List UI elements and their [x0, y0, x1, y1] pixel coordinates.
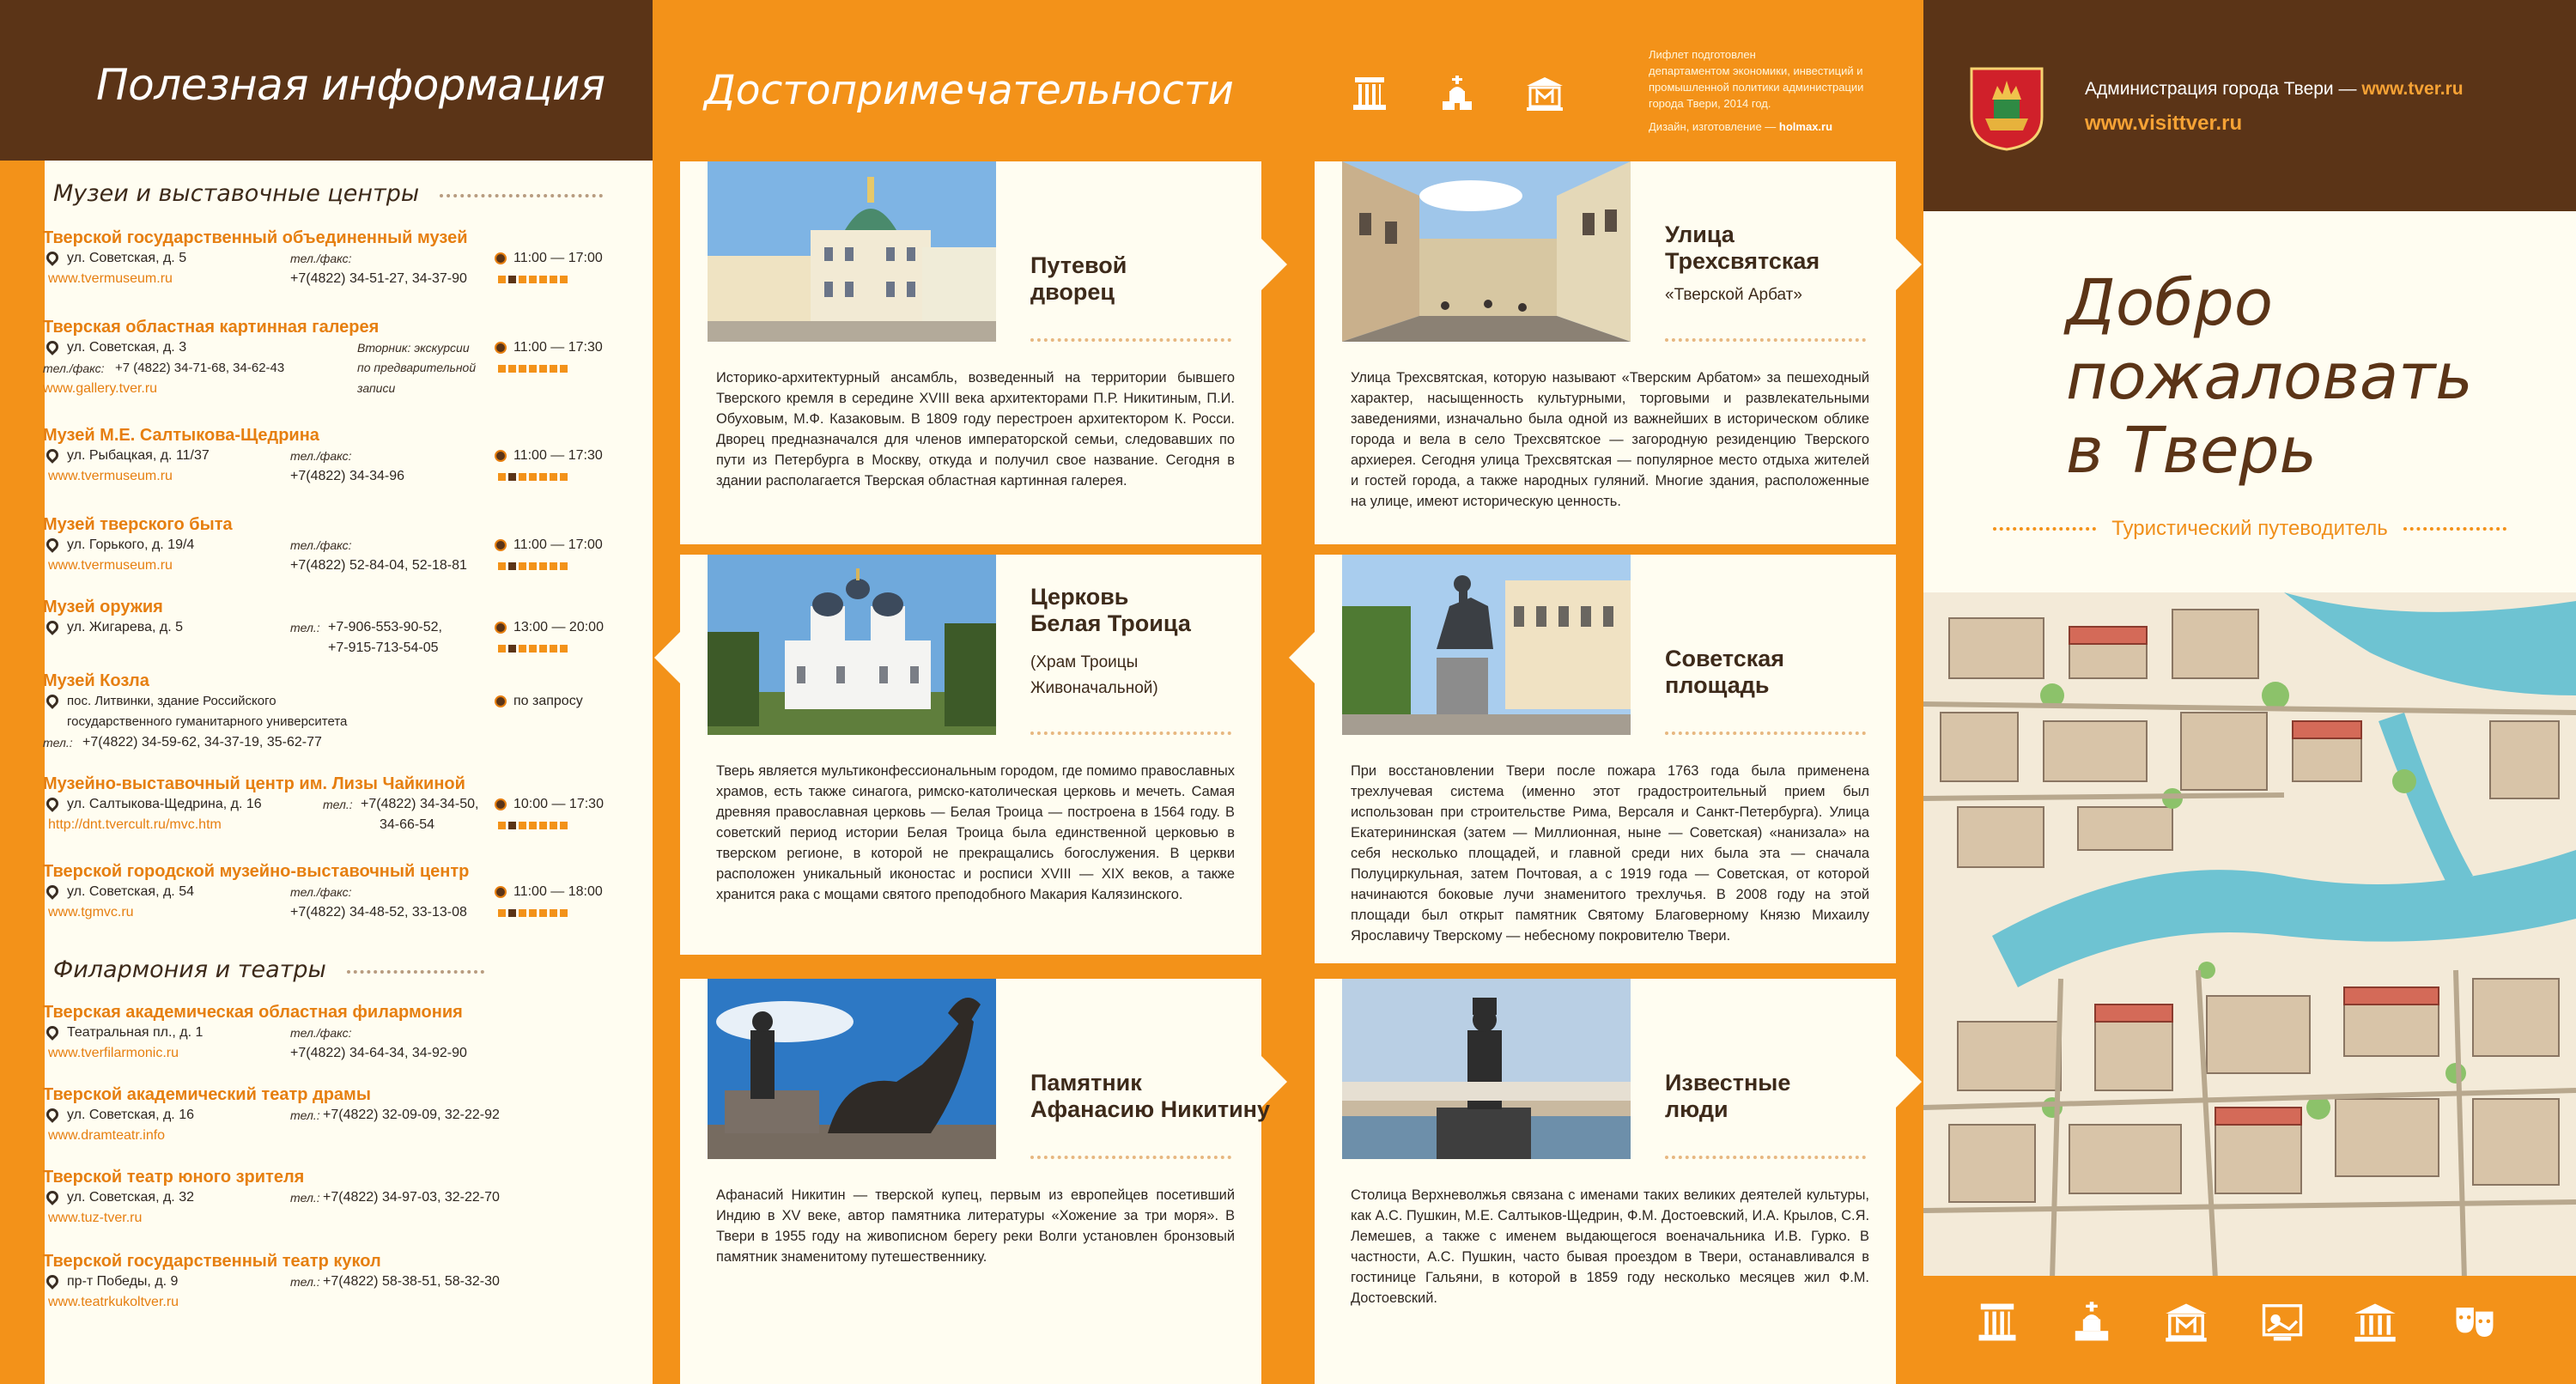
card-description: Афанасий Никитин — тверской купец, первым из европейцев посетивший Индию в XV веке, автор памятника литературы «Хожение за три моря». В Твери в 1955 году на живописном берегу реки Волги установлен бронзовый памятник знаменитому путешественнику.: [716, 1187, 1235, 1265]
weekday-square: [529, 473, 537, 481]
theatre-entry: [43, 1252, 592, 1313]
sight-card-people: [1315, 979, 1896, 1384]
tver-coat-of-arms-icon: [1968, 65, 2045, 151]
illustrated-city-map: [1923, 592, 2576, 1279]
venue-name: Тверская областная картинная галерея: [43, 318, 380, 337]
venue-address: ул. Горького, д. 19/4: [67, 537, 195, 552]
category-icons-bar: [1923, 1276, 2576, 1384]
weekday-square: [529, 909, 537, 917]
church-photo: [708, 555, 996, 735]
opening-hours: 11:00 — 17:30: [513, 340, 603, 355]
weekday-square: [529, 645, 537, 653]
nikitin-monument-photo: [708, 979, 996, 1159]
venue-name: Музей оружия: [43, 598, 163, 616]
clock-icon: [495, 622, 507, 634]
card-title: площадь: [1665, 672, 1770, 698]
card-description: Улица Трехсвятская, которую называют «Тверским Арбатом» за пешеходный характер, насыщенность культурными, торговыми и развлекательными заведениями, изначально была одной из важнейших в историческом облике города и вела в село Трехсвятское — загородную резиденцию Тверского архиерея. Сегодня улица Трехсвятская — популярное место отдыха жителей и гостей города, а также народных гуляний. Многие здания, расположенные на улице, имеют историческую ценность.: [1351, 370, 1869, 509]
weekday-square: [560, 645, 568, 653]
weekday-indicator: [498, 365, 568, 373]
venue-address: ул. Советская, д. 3: [67, 340, 187, 355]
card-notch: [1289, 632, 1315, 683]
weekday-square: [498, 473, 506, 481]
map-pin-icon: [44, 338, 61, 355]
opening-hours: 11:00 — 17:30: [513, 448, 603, 463]
clock-icon: [495, 798, 507, 810]
credits-design-line: [1649, 118, 1906, 135]
venue-website-link[interactable]: www.tvermuseum.ru: [48, 558, 173, 573]
weekday-square: [508, 473, 516, 481]
weekday-square: [550, 276, 557, 283]
venue-note: Вторник: экскурсии: [357, 341, 470, 355]
phone-label: тел.:: [43, 736, 73, 750]
card-title: Белая Троица: [1030, 610, 1191, 636]
welcome-line: в Тверь: [2066, 414, 2318, 488]
dotted-divider: [440, 194, 603, 197]
weekday-square: [519, 276, 526, 283]
opening-hours: 11:00 — 17:00: [513, 251, 603, 265]
cover-panel: [1923, 0, 2576, 1384]
weekday-square: [508, 822, 516, 829]
map-pin-icon: [44, 1188, 61, 1205]
venue-name: Тверской городской музейно-выставочный центр: [43, 862, 470, 881]
weekday-square: [539, 365, 547, 373]
dotted-divider: [2403, 527, 2506, 531]
column-icon: [1975, 1300, 2020, 1345]
venue-name: Тверская академическая областная филармония: [43, 1003, 463, 1022]
venue-phone-secondary: 34-66-54: [380, 817, 435, 832]
sights-title: Достопримечательности: [704, 67, 1234, 114]
venue-name: Музейно-выставочный центр им. Лизы Чайкиной: [43, 774, 465, 793]
map-pin-icon: [44, 795, 61, 812]
pushkin-monument-photo: [1342, 979, 1631, 1159]
venue-phone: +7(4822) 32-09-09, 32-22-92: [323, 1108, 500, 1122]
weekday-square: [508, 365, 516, 373]
credits-line: промышленной политики администрации: [1649, 81, 1864, 94]
venue-phone: +7(4822) 34-48-52, 33-13-08: [290, 905, 467, 920]
phone-label: тел./факс:: [290, 885, 352, 899]
card-title: Улица: [1665, 222, 1735, 247]
venue-name: Музей Козла: [43, 671, 149, 690]
phone-label: тел.:: [290, 1191, 320, 1205]
venue-address: ул. Советская, д. 16: [67, 1108, 194, 1122]
phone-label: тел.:: [323, 798, 353, 811]
museum-entry: [43, 318, 603, 399]
venue-address: ул. Советская, д. 5: [67, 251, 187, 265]
weekday-square: [498, 276, 506, 283]
weekday-square: [529, 365, 537, 373]
map-pin-icon: [44, 249, 61, 266]
map-pin-icon: [44, 536, 61, 553]
venue-address: ул. Советская, д. 54: [67, 884, 194, 899]
museum-entry: [43, 515, 603, 576]
venue-website-link[interactable]: www.tverfilarmonic.ru: [48, 1046, 179, 1060]
weekday-square: [519, 645, 526, 653]
theatre-entry: [43, 1168, 592, 1229]
clock-icon: [495, 695, 507, 707]
weekday-square: [508, 276, 516, 283]
weekday-square: [550, 909, 557, 917]
weekday-square: [539, 562, 547, 570]
designer-link[interactable]: holmax.ru: [1778, 120, 1833, 133]
street-photo: [1342, 161, 1631, 342]
venue-website-link[interactable]: www.dramteatr.info: [48, 1128, 166, 1143]
weekday-square: [529, 276, 537, 283]
weekday-square: [508, 645, 516, 653]
venue-website-link[interactable]: www.tuz-tver.ru: [48, 1211, 143, 1225]
dotted-divider: [1665, 338, 1866, 342]
theatre-entry: [43, 1085, 592, 1146]
administration-line: [2085, 79, 2464, 100]
card-subtitle: (Храм Троицы: [1030, 653, 1139, 671]
clock-icon: [495, 539, 507, 551]
museum-icon: [2164, 1300, 2208, 1345]
card-title: Памятник: [1030, 1070, 1142, 1096]
phone-label: тел.:: [290, 621, 320, 634]
venue-phone: +7(4822) 34-59-62, 34-37-19, 35-62-77: [82, 735, 322, 750]
map-pin-icon: [44, 692, 61, 709]
venue-phone: +7(4822) 34-34-96: [290, 469, 404, 483]
dotted-divider: [1030, 731, 1231, 735]
weekday-square: [529, 822, 537, 829]
welcome-heading: [2066, 266, 2473, 488]
phone-label: тел./факс:: [290, 449, 352, 463]
map-pin-icon: [44, 1106, 61, 1123]
weekday-square: [498, 562, 506, 570]
clock-icon: [495, 886, 507, 898]
dotted-divider: [1030, 338, 1231, 342]
credits-line: Лифлет подготовлен: [1649, 48, 1756, 61]
welcome-line: пожаловать: [2066, 340, 2473, 414]
museum-icon: [1525, 76, 1564, 112]
weekday-square: [539, 645, 547, 653]
venue-website-link[interactable]: www.gallery.tver.ru: [43, 381, 158, 396]
weekday-square: [508, 562, 516, 570]
weekday-indicator: [498, 822, 568, 829]
useful-info-header: [0, 0, 653, 161]
square-photo: [1342, 555, 1631, 735]
card-title: люди: [1665, 1096, 1728, 1122]
venue-phone: +7(4822) 34-34-50,: [361, 797, 479, 811]
card-title: Советская: [1665, 646, 1785, 671]
venue-website-link[interactable]: http://dnt.tvercult.ru/mvc.htm: [48, 817, 222, 832]
phone-label: тел./факс:: [43, 361, 105, 375]
palette-icon: [2260, 1300, 2305, 1345]
venue-note: записи: [357, 381, 396, 395]
credits-design-label: Дизайн, изготовление —: [1649, 120, 1779, 133]
card-subtitle: Живоначальной): [1030, 679, 1158, 697]
venue-phone: +7(4822) 58-38-51, 58-32-30: [323, 1274, 500, 1289]
weekday-square: [560, 562, 568, 570]
venue-address: ул. Салтыкова-Щедрина, д. 16: [67, 797, 262, 811]
weekday-square: [498, 645, 506, 653]
dotted-divider: [1030, 1156, 1231, 1159]
venue-address: пос. Литвинки, здание Российского: [67, 694, 276, 708]
card-title: Трехсвятская: [1665, 248, 1820, 274]
weekday-square: [498, 822, 506, 829]
venue-phone: +7(4822) 34-51-27, 34-37-90: [290, 271, 467, 286]
palace-photo: [708, 161, 996, 342]
theatres-section-label: Филармония и театры: [53, 956, 326, 983]
venue-website-link[interactable]: www.tgmvc.ru: [48, 905, 134, 920]
weekday-square: [519, 365, 526, 373]
guide-label: Туристический путеводитель: [2111, 517, 2388, 540]
theatre-building-icon: [2353, 1300, 2397, 1345]
weekday-square: [498, 909, 506, 917]
weekday-square: [508, 909, 516, 917]
venue-name: Тверской театр юного зрителя: [43, 1168, 305, 1187]
phone-label: тел.:: [290, 1108, 320, 1122]
administration-label: Администрация города Твери —: [2085, 79, 2362, 99]
church-icon: [2069, 1300, 2114, 1345]
weekday-square: [529, 562, 537, 570]
museum-entry: [43, 598, 604, 659]
sight-card-church: [680, 555, 1261, 955]
card-title: Церковь: [1030, 584, 1129, 610]
weekday-square: [519, 473, 526, 481]
sight-card-square: [1315, 555, 1896, 963]
museum-entry: [43, 671, 592, 753]
venue-phone: +7 (4822) 34-71-68, 34-62-43: [115, 361, 285, 375]
guide-subtitle: [1923, 517, 2576, 541]
column-icon: [1350, 76, 1389, 112]
card-notch: [1261, 239, 1287, 290]
venue-phone-secondary: +7-915-713-54-05: [328, 640, 439, 655]
venue-address: пр-т Победы, д. 9: [67, 1274, 179, 1289]
weekday-square: [550, 365, 557, 373]
venue-phone: +7(4822) 34-97-03, 32-22-70: [323, 1190, 500, 1205]
museum-entry: [43, 426, 603, 487]
venue-address: ул. Советская, д. 32: [67, 1190, 194, 1205]
weekday-square: [539, 909, 547, 917]
card-description: Тверь является мультиконфессиональным городом, где помимо православных храмов, есть также синагога, римско-католическая церковь и мечеть. Самая древняя православная церковь — Белая Троица — построена в 1564 году. В советский период истории Белая Троица была единственной церковью в тверском регионе, в которой не прекращались богослужения. В церкви расположен уникальный иконостас и росписи XVIII — XIX веков, а также хранится рака с мощами святого преподобного Макария Калязинского.: [716, 763, 1235, 902]
cover-header: [1923, 0, 2576, 211]
map-pin-icon: [44, 618, 61, 635]
card-description: Историко-архитектурный ансамбль, возведенный на территории бывшего Тверского кремля в середине XVIII века архитекторами П.Р. Никитиным, П.И. Обуховым, М.Ф. Казаковым. В 1809 году перестроен архитектором К. Росси. Дворец предназначался для членов императорской семьи, следовавших по пути из Петербурга в Москву, откуда и получил свое название. Сегодня в здании располагается Тверская областная картинная галерея.: [716, 370, 1235, 489]
venue-website-link[interactable]: www.tvermuseum.ru: [48, 271, 173, 286]
sight-card-street: [1315, 161, 1896, 544]
venue-address: ул. Жигарева, д. 5: [67, 620, 183, 634]
venue-website-link[interactable]: www.tvermuseum.ru: [48, 469, 173, 483]
weekday-indicator: [498, 645, 568, 653]
card-title: Афанасию Никитину: [1030, 1096, 1270, 1122]
credits-line: департаментом экономики, инвестиций и: [1649, 64, 1863, 77]
card-subtitle: «Тверской Арбат»: [1665, 286, 1802, 304]
weekday-square: [539, 276, 547, 283]
weekday-square: [550, 822, 557, 829]
dotted-divider: [1665, 1156, 1866, 1159]
opening-hours: 13:00 — 20:00: [513, 620, 604, 634]
weekday-square: [519, 822, 526, 829]
venue-address-line2: государственного гуманитарного университета: [67, 714, 348, 729]
museums-section-title: [53, 180, 603, 207]
museum-entry: [43, 228, 603, 289]
weekday-indicator: [498, 276, 568, 283]
map-pin-icon: [44, 446, 61, 464]
theatre-entry: [43, 1003, 592, 1064]
admin-site-link[interactable]: www.tver.ru: [2361, 79, 2464, 99]
venue-name: Музей М.Е. Салтыкова-Щедрина: [43, 426, 319, 445]
card-title: дворец: [1030, 279, 1115, 305]
sights-panel: [653, 0, 1923, 1384]
museums-section-label: Музеи и выставочные центры: [53, 180, 420, 207]
weekday-indicator: [498, 473, 568, 481]
sight-card-nikitin: [680, 979, 1270, 1384]
dotted-divider: [1993, 527, 2096, 531]
card-description: При восстановлении Твери после пожара 1763 года была применена трехлучевая система (именно этот градостроительный прием был использован при строительстве Рима, Версаля и Санкт-Петербурга). Улица Екатерининская (затем — Миллионная, ныне — Советская) «нанизала» на себя несколько площадей, и главной среди них была эта — сначала Полуциркульная, затем Почтовая, а с 1919 года — Советская, от которой начинаются боковые лучи знаменитого трехлучья. В 2008 году на этой площади был открыт памятник Святому Благоверному Князю Михаилу Ярославичу Тверскому — небесному покровителю Твери.: [1351, 763, 1869, 944]
venue-name: Музей тверского быта: [43, 515, 233, 534]
dotted-divider: [1665, 731, 1866, 735]
useful-info-panel: [0, 0, 653, 1384]
weekday-square: [539, 473, 547, 481]
weekday-square: [550, 473, 557, 481]
card-notch: [1896, 239, 1922, 290]
weekday-square: [560, 822, 568, 829]
phone-label: тел.:: [290, 1275, 320, 1289]
museum-entry: [43, 862, 603, 923]
venue-name: Тверской академический театр драмы: [43, 1085, 371, 1104]
phone-label: тел./факс:: [290, 1026, 352, 1040]
credits-block: [1649, 46, 1906, 135]
weekday-square: [498, 365, 506, 373]
weekday-indicator: [498, 909, 568, 917]
phone-label: тел./факс:: [290, 252, 352, 265]
weekday-square: [519, 562, 526, 570]
map-pin-icon: [44, 1023, 61, 1041]
weekday-square: [560, 365, 568, 373]
opening-hours: 11:00 — 18:00: [513, 884, 603, 899]
venue-phone: +7-906-553-90-52,: [328, 620, 442, 634]
clock-icon: [495, 342, 507, 354]
card-notch: [654, 632, 680, 683]
venue-phone: +7(4822) 52-84-04, 52-18-81: [290, 558, 467, 573]
dotted-divider: [347, 970, 484, 974]
opening-hours: 11:00 — 17:00: [513, 537, 603, 552]
museum-entry: [43, 774, 604, 835]
sight-card-palace: [680, 161, 1261, 544]
weekday-square: [539, 822, 547, 829]
phone-label: тел./факс:: [290, 538, 352, 552]
venue-note: по предварительной: [357, 361, 477, 374]
venue-phone: +7(4822) 34-64-34, 34-92-90: [290, 1046, 467, 1060]
weekday-square: [560, 473, 568, 481]
venue-name: Тверской государственный объединенный музей: [43, 228, 468, 247]
clock-icon: [495, 252, 507, 264]
venue-address: Театральная пл., д. 1: [67, 1025, 204, 1040]
map-pin-icon: [44, 1272, 61, 1290]
venue-address: ул. Рыбацкая, д. 11/37: [67, 448, 210, 463]
map-pin-icon: [44, 883, 61, 900]
church-icon: [1437, 76, 1477, 112]
venue-name: Тверской государственный театр кукол: [43, 1252, 381, 1271]
weekday-square: [550, 562, 557, 570]
opening-hours: по запросу: [513, 694, 583, 708]
theatre-masks-icon: [2452, 1300, 2497, 1345]
card-notch: [1896, 1056, 1922, 1108]
weekday-square: [519, 909, 526, 917]
useful-info-title: Полезная информация: [96, 60, 605, 110]
credits-line: города Твери, 2014 год.: [1649, 97, 1771, 110]
card-title: Путевой: [1030, 252, 1127, 278]
weekday-square: [550, 645, 557, 653]
theatres-section-title: [53, 956, 484, 983]
clock-icon: [495, 450, 507, 462]
weekday-square: [560, 276, 568, 283]
weekday-indicator: [498, 562, 568, 570]
opening-hours: 10:00 — 17:30: [513, 797, 604, 811]
card-description: Столица Верхневолжья связана с именами таких великих деятелей культуры, как А.С. Пушкин, М.Е. Салтыков-Щедрин, Ф.М. Достоевский, И.А. Крылов, С.Я. Лемешев, а также с именем выдающегося военачальника И.В. Гурко. В частности, А.С. Пушкин, часто бывая проездом в Твери, останавливался в гостинице Гальяни, в которой в 1859 году несколько месяцев жил Ф.М. Достоевский.: [1351, 1187, 1869, 1306]
welcome-line: Добро: [2066, 266, 2273, 340]
card-title: Известные: [1665, 1070, 1791, 1096]
visit-site-link[interactable]: www.visittver.ru: [2085, 112, 2243, 135]
venue-website-link[interactable]: www.teatrkukoltver.ru: [48, 1295, 179, 1309]
weekday-square: [560, 909, 568, 917]
